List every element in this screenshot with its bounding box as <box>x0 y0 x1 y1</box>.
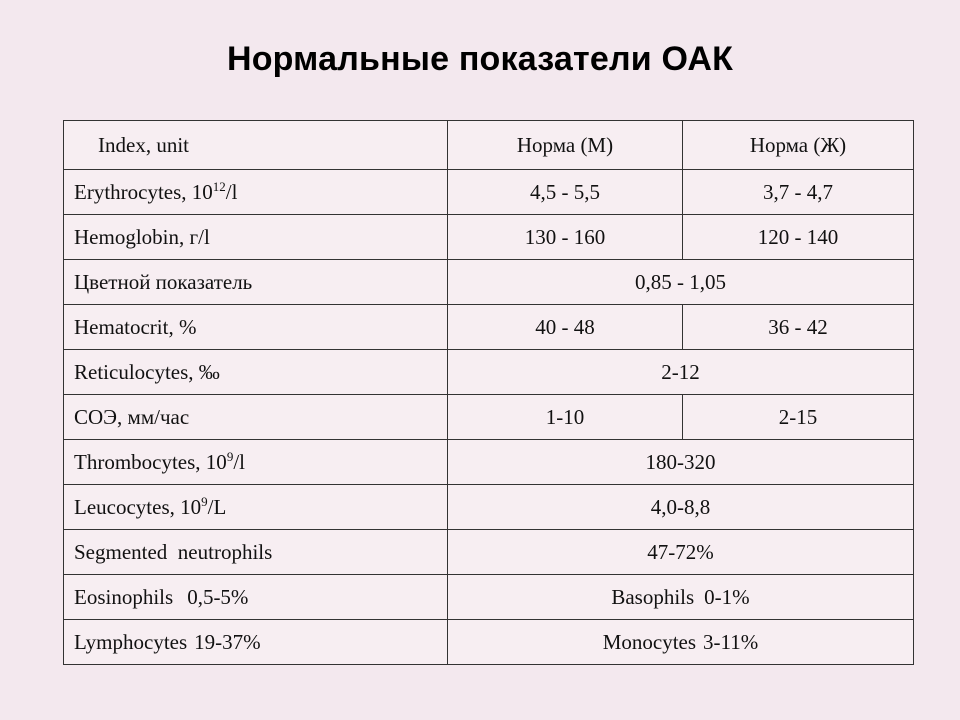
thrombocytes-unit: /l <box>233 449 245 474</box>
color-index-value: 0,85 - 1,05 <box>448 260 914 305</box>
erythrocytes-name: Erythrocytes, 10 <box>74 179 213 204</box>
hemoglobin-male: 130 - 160 <box>448 215 683 260</box>
table-header-row <box>64 121 914 170</box>
eosinophils-cell <box>64 575 448 620</box>
reticulocytes-value: 2-12 <box>448 350 914 395</box>
header-index-unit: Index, unit <box>64 121 448 170</box>
segmented-neutrophils-value: 47-72% <box>448 530 914 575</box>
esr-male: 1-10 <box>448 395 683 440</box>
monocytes-value: 3-11% <box>703 629 759 654</box>
table-row-esr <box>64 395 914 440</box>
header-norm-male: Норма (М) <box>448 121 683 170</box>
thrombocytes-label <box>64 440 448 485</box>
leucocytes-label <box>64 485 448 530</box>
table-row-color-index <box>64 260 914 305</box>
table-row-reticulocytes <box>64 350 914 395</box>
table-row-lymphocytes-monocytes <box>64 620 914 665</box>
thrombocytes-exponent: 9 <box>226 448 234 464</box>
thrombocytes-name: Thrombocytes, 10 <box>74 449 227 474</box>
table-row-erythrocytes <box>64 170 914 215</box>
table-row-hematocrit <box>64 305 914 350</box>
table-row-hemoglobin <box>64 215 914 260</box>
leucocytes-value: 4,0-8,8 <box>448 485 914 530</box>
esr-label: СОЭ, мм/час <box>64 395 448 440</box>
erythrocytes-unit: /l <box>225 179 238 204</box>
hematocrit-male: 40 - 48 <box>448 305 683 350</box>
table-row-thrombocytes <box>64 440 914 485</box>
basophils-label: Basophils <box>611 584 695 609</box>
eosinophils-value: 0,5-5% <box>187 584 249 609</box>
thrombocytes-value: 180-320 <box>448 440 914 485</box>
header-norm-female: Норма (Ж) <box>683 121 914 170</box>
table-row-leucocytes <box>64 485 914 530</box>
hematocrit-label: Hematocrit, % <box>64 305 448 350</box>
erythrocytes-exponent: 12 <box>212 178 226 194</box>
leucocytes-unit: /L <box>207 494 227 519</box>
leucocytes-exponent: 9 <box>201 493 208 509</box>
leucocytes-name: Leucocytes, 10 <box>74 494 202 519</box>
reticulocytes-label: Reticulocytes, ‰ <box>64 350 448 395</box>
lymphocytes-cell <box>64 620 448 665</box>
esr-female: 2-15 <box>683 395 914 440</box>
monocytes-label: Monocytes <box>602 629 697 654</box>
erythrocytes-female: 3,7 - 4,7 <box>683 170 914 215</box>
color-index-label: Цветной показатель <box>64 260 448 305</box>
erythrocytes-male: 4,5 - 5,5 <box>448 170 683 215</box>
lymphocytes-label: Lymphocytes <box>74 629 188 654</box>
eosinophils-label: Eosinophils <box>74 584 174 609</box>
basophils-cell <box>448 575 914 620</box>
hemoglobin-label: Hemoglobin, г/l <box>64 215 448 260</box>
table-row-eosinophils-basophils <box>64 575 914 620</box>
blood-norms-table <box>63 120 914 665</box>
lymphocytes-value: 19-37% <box>194 629 261 654</box>
page-title: Нормальные показатели ОАК <box>226 40 734 78</box>
hematocrit-female: 36 - 42 <box>683 305 914 350</box>
table-row-segmented-neutrophils <box>64 530 914 575</box>
hemoglobin-female: 120 - 140 <box>683 215 914 260</box>
erythrocytes-label <box>64 170 448 215</box>
basophils-value: 0-1% <box>704 584 750 609</box>
monocytes-cell <box>448 620 914 665</box>
segmented-neutrophils-label: Segmented neutrophils <box>64 530 448 575</box>
